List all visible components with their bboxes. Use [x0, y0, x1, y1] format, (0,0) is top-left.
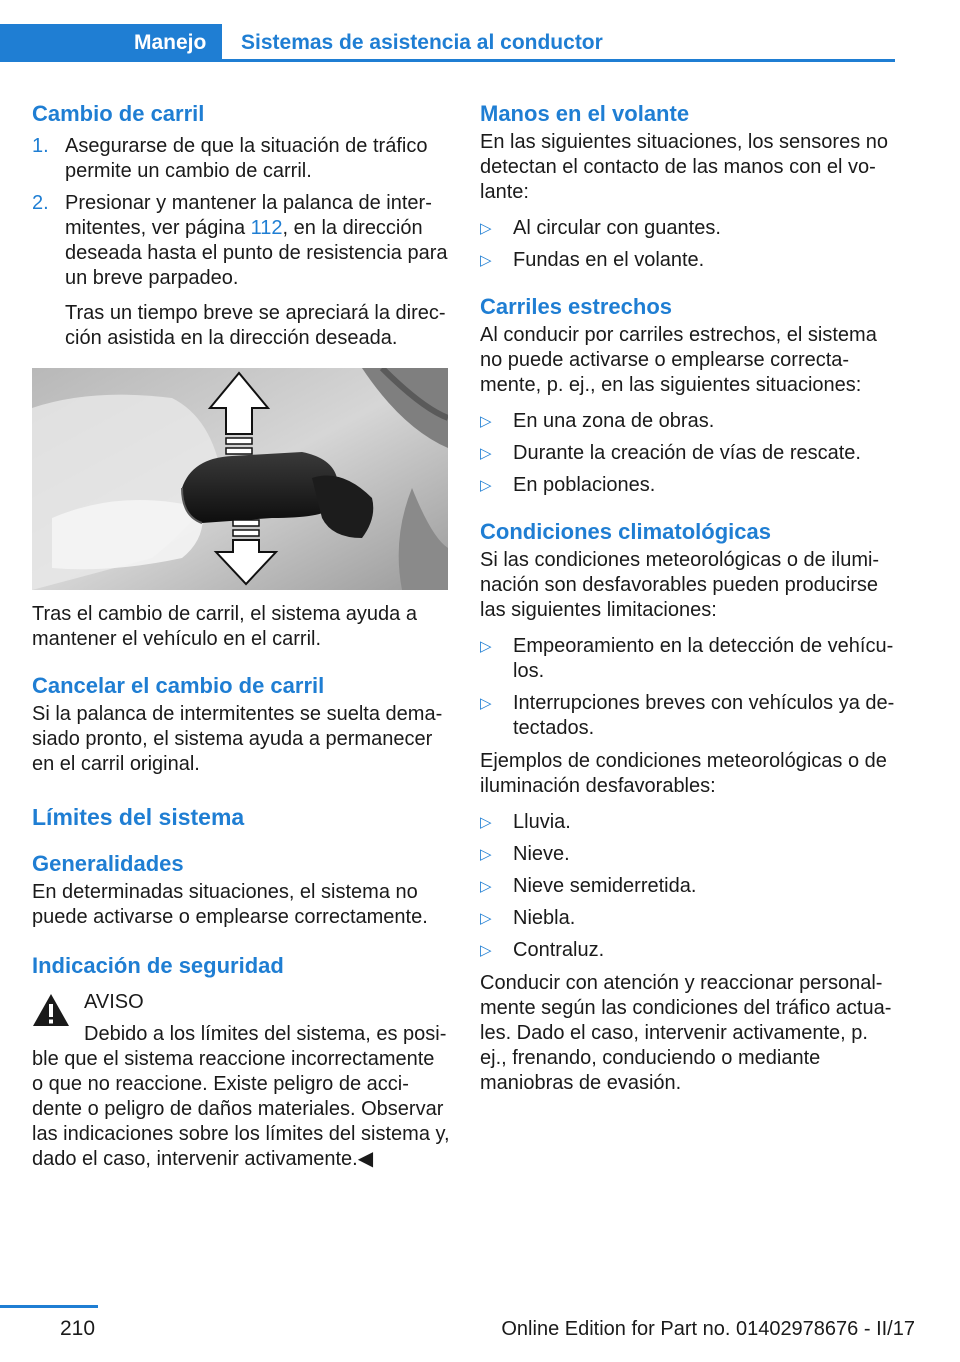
- bullet-triangle-icon: ▷: [480, 252, 492, 269]
- step-2: [32, 191, 450, 291]
- list-item: ▷ Nieve semiderretida.: [480, 875, 697, 897]
- climate-text: Si las condiciones meteorológicas o de ilumi‐nación son desfavorables pueden producirse las siguientes limitaciones:: [480, 549, 880, 621]
- heading-limites: Límites del sistema: [32, 804, 245, 830]
- closing-text: Conducir con atención y reaccionar personal‐mente según las condiciones del tráfico actua‐les. Dado el caso, intervenir activamente, p. ej., frenando, conduciendo o mediante maniobras de evasión.: [480, 972, 892, 1094]
- list-item: ▷ Contraluz.: [480, 939, 605, 961]
- step-text: Presionar y mantener la palanca de inter‐mitentes, ver página: [65, 192, 432, 239]
- heading-cancelar: Cancelar el cambio de carril: [32, 673, 325, 698]
- warning-block: [32, 990, 450, 1015]
- list-item: ▷ Interrupciones breves con vehículos ya de‐tectados.: [480, 692, 895, 739]
- step-2-note: Tras un tiempo breve se apreciará la direc‐ción asistida en la dirección deseada.: [65, 302, 446, 349]
- heading-cambio-carril: Cambio de carril: [32, 101, 205, 126]
- heading-manos-volante: Manos en el volante: [480, 101, 690, 126]
- left-column: [32, 100, 450, 1172]
- heading-seguridad: Indicación de seguridad: [32, 953, 284, 978]
- edition-text: Online Edition for Part no. 01402978676 - II/17: [501, 1318, 915, 1340]
- right-column: [480, 100, 895, 1096]
- heading-generalidades: Generalidades: [32, 851, 184, 876]
- list-item: ▷ Niebla.: [480, 907, 576, 929]
- bullet-triangle-icon: ▷: [480, 445, 492, 462]
- warning-label: AVISO: [84, 991, 144, 1013]
- examples-text: Ejemplos de condiciones meteorológicas o de iluminación desfavorables:: [480, 750, 887, 797]
- page-number: 210: [60, 1317, 96, 1340]
- bullet-triangle-icon: ▷: [480, 413, 492, 430]
- chapter-tab[interactable]: Manejo: [0, 24, 222, 62]
- bullet-triangle-icon: ▷: [480, 220, 492, 237]
- hands-text: En las siguientes situaciones, los sensores no detectan el contacto de las manos con el vo‐lante:: [480, 131, 889, 203]
- bullet-triangle-icon: ▷: [480, 942, 492, 959]
- list-item: ▷ Lluvia.: [480, 811, 571, 833]
- turn-signal-lever-photo: [32, 368, 448, 590]
- step-text: Asegurarse de que la situación de tráfico permite un cambio de carril.: [65, 135, 428, 182]
- bullet-triangle-icon: ▷: [480, 477, 492, 494]
- list-item: ▷ En una zona de obras.: [480, 410, 715, 432]
- heading-condiciones-climatologicas: Condiciones climatológicas: [480, 519, 771, 544]
- bullet-triangle-icon: ▷: [480, 878, 492, 895]
- bullet-triangle-icon: ▷: [480, 695, 492, 712]
- after-image-text: Tras el cambio de carril, el sistema ayuda a mantener el vehículo en el carril.: [32, 603, 417, 650]
- list-item: ▷ Nieve.: [480, 843, 570, 865]
- section-title: Sistemas de asistencia al conductor: [222, 24, 895, 62]
- step-1: [32, 134, 450, 184]
- step-number: 1.: [32, 135, 49, 157]
- cancel-text: Si la palanca de intermitentes se suelta dema‐siado pronto, el sistema ayuda a permanecer en el carril original.: [32, 703, 443, 775]
- bullet-triangle-icon: ▷: [480, 638, 492, 655]
- warning-text: Debido a los límites del sistema, es posi‐ble que el sistema reaccione incorrectamente o que no reaccione. Existe peligro de acci‐dente o peligro de daños materiales. Observar las indicaciones sobre los límites del sistema y, dado el caso, intervenir activamente.◀: [32, 1023, 450, 1170]
- list-item: ▷ Empeoramiento en la detección de vehícu‐los.: [480, 635, 894, 682]
- step-number: 2.: [32, 192, 49, 214]
- warning-triangle-icon: [32, 992, 70, 1028]
- footer-rule: [0, 1305, 98, 1308]
- narrow-text: Al conducir por carriles estrechos, el sistema no puede activarse o emplearse correcta‐mente, p. ej., en las siguientes situaciones:: [480, 324, 877, 396]
- bullet-triangle-icon: ▷: [480, 814, 492, 831]
- step-text-cont: , en la dirección deseada hasta el punto de resistencia para un breve parpadeo.: [65, 217, 448, 289]
- list-item: ▷ Fundas en el volante.: [480, 249, 705, 271]
- page-link[interactable]: 112: [250, 217, 283, 239]
- list-item: ▷ Durante la creación de vías de rescate.: [480, 442, 861, 464]
- bullet-triangle-icon: ▷: [480, 846, 492, 863]
- list-item: ▷ En poblaciones.: [480, 474, 656, 496]
- bullet-triangle-icon: ▷: [480, 910, 492, 927]
- general-text: En determinadas situaciones, el sistema no puede activarse o emplearse correctamente.: [32, 881, 428, 928]
- list-item: ▷ Al circular con guantes.: [480, 217, 721, 239]
- heading-carriles-estrechos: Carriles estrechos: [480, 294, 672, 319]
